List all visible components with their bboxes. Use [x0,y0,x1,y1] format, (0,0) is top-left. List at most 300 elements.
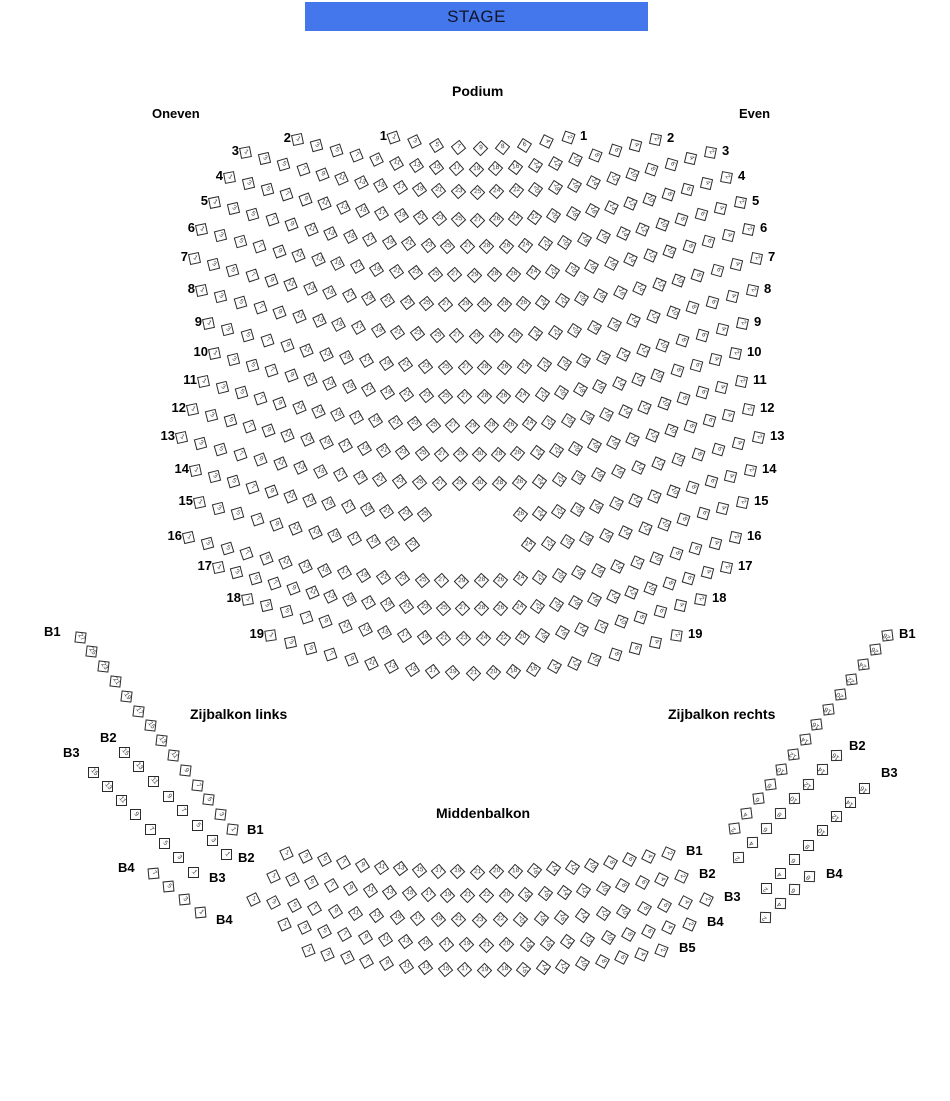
seat[interactable] [631,461,646,476]
seat[interactable] [390,325,405,340]
seat[interactable] [369,152,384,167]
seat[interactable] [212,502,225,515]
seat[interactable] [298,192,312,206]
seat[interactable] [499,937,515,953]
seat[interactable] [745,283,758,296]
seat[interactable] [337,565,352,580]
seat[interactable] [398,958,413,973]
seat[interactable] [549,443,564,458]
seat[interactable] [438,936,454,952]
seat[interactable] [567,323,582,338]
seat[interactable] [305,585,320,600]
seat[interactable] [163,880,175,892]
seat[interactable] [584,259,599,274]
seat[interactable] [532,506,547,521]
seat[interactable] [546,208,561,223]
seat[interactable] [241,329,255,343]
seat[interactable] [235,386,249,400]
seat[interactable] [369,908,384,923]
seat[interactable] [273,457,287,471]
seat[interactable] [670,629,682,641]
seat[interactable] [677,512,691,526]
seat[interactable] [254,391,268,405]
seat[interactable] [587,320,602,335]
seat[interactable] [548,325,563,340]
seat[interactable] [496,297,512,313]
seat[interactable] [376,443,391,458]
seat[interactable] [655,218,669,232]
seat[interactable] [525,265,540,280]
seat[interactable] [239,146,252,159]
seat[interactable] [625,167,639,181]
seat[interactable] [133,761,144,772]
seat[interactable] [245,268,259,282]
seat[interactable] [676,391,690,405]
seat[interactable] [696,386,710,400]
seat[interactable] [412,182,427,197]
seat[interactable] [418,935,433,950]
seat[interactable] [729,823,741,835]
seat[interactable] [277,917,292,932]
seat[interactable] [214,808,226,820]
seat[interactable] [385,536,400,551]
seat[interactable] [635,875,650,890]
seat[interactable] [731,437,744,450]
seat[interactable] [398,506,413,521]
seat[interactable] [696,329,710,343]
seat[interactable] [303,282,318,297]
seat[interactable] [516,296,531,311]
seat[interactable] [507,863,523,879]
seat[interactable] [347,531,362,546]
seat[interactable] [537,236,552,251]
seat[interactable] [366,534,381,549]
seat[interactable] [621,927,636,942]
seat[interactable] [457,389,473,405]
seat[interactable] [201,536,214,549]
seat[interactable] [194,283,207,296]
seat[interactable] [576,353,591,368]
seat[interactable] [425,664,440,679]
seat[interactable] [272,244,286,258]
seat[interactable] [230,566,243,579]
seat[interactable] [432,476,448,492]
seat[interactable] [298,849,313,864]
seat[interactable] [455,601,471,617]
seat[interactable] [300,343,314,357]
seat[interactable] [643,249,657,263]
seat[interactable] [686,480,700,494]
seat[interactable] [760,911,771,922]
seat[interactable] [651,457,665,471]
seat[interactable] [593,288,608,303]
seat[interactable] [596,350,611,365]
seat[interactable] [626,432,641,447]
seat[interactable] [458,297,474,313]
seat[interactable] [246,358,260,372]
seat[interactable] [730,258,743,271]
seat[interactable] [389,909,404,924]
seat[interactable] [530,598,545,613]
seat[interactable] [881,629,893,641]
seat[interactable] [608,144,622,158]
seat[interactable] [616,347,631,362]
seat[interactable] [488,328,504,344]
seat[interactable] [517,138,532,153]
seat[interactable] [412,475,427,490]
seat[interactable] [286,581,300,595]
seat[interactable] [260,334,274,348]
seat[interactable] [734,374,747,387]
seat[interactable] [374,206,389,221]
seat[interactable] [705,475,719,489]
seat[interactable] [469,864,485,880]
seat[interactable] [634,947,649,962]
seat[interactable] [587,438,602,453]
seat[interactable] [720,171,733,184]
seat[interactable] [330,407,345,422]
seat[interactable] [764,778,776,790]
seat[interactable] [378,932,393,947]
seat[interactable] [398,357,413,372]
seat[interactable] [221,323,234,336]
seat[interactable] [722,408,735,421]
seat[interactable] [240,547,254,561]
seat[interactable] [618,404,633,419]
seat[interactable] [554,384,569,399]
seat[interactable] [278,556,293,571]
seat[interactable] [311,253,326,268]
seat[interactable] [486,665,502,681]
seat[interactable] [632,282,647,297]
seat[interactable] [540,536,555,551]
seat[interactable] [202,317,215,330]
seat[interactable] [476,631,492,647]
seat[interactable] [410,326,425,341]
seat[interactable] [479,937,495,953]
seat[interactable] [570,502,585,517]
seat[interactable] [493,572,509,588]
seat[interactable] [510,446,525,461]
seat[interactable] [560,413,575,428]
seat[interactable] [650,551,664,565]
seat[interactable] [686,301,700,315]
seat[interactable] [497,360,513,376]
seat[interactable] [681,182,695,196]
seat[interactable] [513,507,528,522]
seat[interactable] [649,133,662,146]
seat[interactable] [468,161,484,177]
seat[interactable] [86,646,98,658]
seat[interactable] [378,355,393,370]
seat[interactable] [529,445,544,460]
seat[interactable] [419,296,434,311]
seat[interactable] [592,379,607,394]
seat[interactable] [642,849,657,864]
seat[interactable] [486,267,502,283]
seat[interactable] [280,339,294,353]
seat[interactable] [324,878,339,893]
seat[interactable] [421,238,436,253]
seat[interactable] [669,547,683,561]
seat[interactable] [431,912,447,928]
seat[interactable] [410,911,425,926]
seat[interactable] [304,222,318,236]
seat[interactable] [452,476,468,492]
seat[interactable] [652,278,666,292]
seat[interactable] [163,791,174,802]
seat[interactable] [438,297,454,313]
seat[interactable] [498,239,514,255]
seat[interactable] [264,629,276,641]
seat[interactable] [207,258,220,271]
seat[interactable] [517,359,532,374]
seat[interactable] [508,327,523,342]
seat[interactable] [627,314,642,329]
seat[interactable] [448,161,464,177]
seat[interactable] [258,152,271,165]
seat[interactable] [488,161,504,177]
seat[interactable] [630,556,645,571]
seat[interactable] [440,888,456,904]
seat[interactable] [384,659,399,674]
seat[interactable] [743,463,756,476]
seat[interactable] [185,402,198,415]
seat[interactable] [623,253,638,268]
seat[interactable] [606,171,621,186]
seat[interactable] [177,805,188,816]
seat[interactable] [846,674,858,686]
seat[interactable] [167,749,179,761]
seat[interactable] [418,359,433,374]
seat[interactable] [450,864,466,880]
seat[interactable] [551,504,566,519]
seat[interactable] [289,521,303,535]
seat[interactable] [357,441,372,456]
seat[interactable] [457,360,473,376]
seat[interactable] [412,210,427,225]
seat[interactable] [787,748,799,760]
seat[interactable] [395,571,410,586]
seat[interactable] [285,218,299,232]
seat[interactable] [532,570,547,585]
seat[interactable] [331,317,346,332]
seat[interactable] [629,642,642,655]
seat[interactable] [657,898,672,913]
seat[interactable] [415,572,431,588]
seat[interactable] [674,869,689,884]
seat[interactable] [728,530,741,543]
seat[interactable] [336,200,351,215]
seat[interactable] [438,389,454,405]
seat[interactable] [702,234,716,248]
seat[interactable] [565,860,580,875]
seat[interactable] [526,662,541,677]
seat[interactable] [511,600,526,615]
seat[interactable] [509,183,524,198]
seat[interactable] [734,196,747,209]
seat[interactable] [557,885,572,900]
seat[interactable] [308,525,323,540]
seat[interactable] [691,447,705,461]
seat[interactable] [706,295,720,309]
seat[interactable] [571,470,586,485]
seat[interactable] [541,415,556,430]
seat[interactable] [387,415,402,430]
seat[interactable] [822,703,834,715]
seat[interactable] [368,413,383,428]
seat[interactable] [495,631,511,647]
seat[interactable] [317,852,332,867]
seat[interactable] [676,334,690,348]
seat[interactable] [322,376,337,391]
seat[interactable] [284,278,298,292]
seat[interactable] [373,178,388,193]
seat[interactable] [301,943,315,957]
seat[interactable] [433,447,449,463]
seat[interactable] [342,379,357,394]
seat[interactable] [560,934,575,949]
seat[interactable] [227,202,240,215]
seat[interactable] [599,528,614,543]
seat[interactable] [476,389,492,405]
seat[interactable] [732,852,743,863]
seat[interactable] [429,160,444,175]
seat[interactable] [539,134,554,149]
seat[interactable] [616,904,631,919]
seat[interactable] [223,171,236,184]
seat[interactable] [711,442,725,456]
seat[interactable] [568,441,583,456]
seat[interactable] [561,130,575,144]
seat[interactable] [377,625,392,640]
seat[interactable] [716,502,729,515]
seat[interactable] [518,887,534,903]
seat[interactable] [470,212,486,228]
seat[interactable] [445,418,461,434]
seat[interactable] [735,495,748,508]
seat[interactable] [398,934,413,949]
seat[interactable] [609,496,624,511]
seat[interactable] [549,597,564,612]
seat[interactable] [700,177,713,190]
seat[interactable] [436,601,452,617]
seat[interactable] [522,416,537,431]
seat[interactable] [684,419,698,433]
seat[interactable] [684,152,697,165]
seat[interactable] [724,469,737,482]
seat[interactable] [456,631,472,647]
seat[interactable] [614,615,628,629]
seat[interactable] [174,430,187,443]
seat[interactable] [203,794,215,806]
seat[interactable] [284,636,297,649]
seat[interactable] [264,485,278,499]
seat[interactable] [749,251,762,264]
seat[interactable] [554,909,569,924]
seat[interactable] [412,863,427,878]
seat[interactable] [575,956,590,971]
seat[interactable] [192,495,205,508]
seat[interactable] [279,188,293,202]
seat[interactable] [451,912,467,928]
seat[interactable] [266,869,281,884]
seat[interactable] [719,560,732,573]
seat[interactable] [214,442,228,456]
seat[interactable] [426,417,441,432]
seat[interactable] [338,619,353,634]
seat[interactable] [534,911,549,926]
seat[interactable] [645,428,659,442]
seat[interactable] [148,776,159,787]
seat[interactable] [291,249,305,263]
seat[interactable] [472,912,488,928]
seat[interactable] [663,577,677,591]
seat[interactable] [528,326,543,341]
seat[interactable] [646,310,660,324]
seat[interactable] [187,251,200,264]
seat[interactable] [317,563,332,578]
seat[interactable] [568,152,583,167]
seat[interactable] [194,437,207,450]
seat[interactable] [361,291,376,306]
seat[interactable] [495,140,510,155]
seat[interactable] [588,652,602,666]
seat[interactable] [226,263,240,277]
seat[interactable] [241,593,254,606]
seat[interactable] [516,961,531,976]
seat[interactable] [144,720,156,732]
seat[interactable] [515,388,530,403]
seat[interactable] [614,950,629,965]
seat[interactable] [555,958,570,973]
seat[interactable] [469,328,485,344]
seat[interactable] [664,424,678,438]
seat[interactable] [760,822,771,833]
seat[interactable] [647,489,661,503]
seat[interactable] [181,530,194,543]
seat[interactable] [156,734,168,746]
seat[interactable] [611,464,626,479]
seat[interactable] [704,146,717,159]
seat[interactable] [596,881,611,896]
seat[interactable] [429,138,444,153]
seat[interactable] [565,262,580,277]
seat[interactable] [512,571,527,586]
seat[interactable] [361,382,376,397]
seat[interactable] [830,811,841,822]
seat[interactable] [519,936,535,952]
seat[interactable] [220,542,234,556]
seat[interactable] [527,210,542,225]
seat[interactable] [774,898,785,909]
seat[interactable] [341,499,356,514]
seat[interactable] [293,461,308,476]
seat[interactable] [567,178,582,193]
seat[interactable] [336,855,351,870]
seat[interactable] [207,469,220,482]
seat[interactable] [483,418,499,434]
seat[interactable] [556,355,571,370]
seat[interactable] [604,200,619,215]
seat[interactable] [788,854,799,865]
seat[interactable] [380,597,395,612]
seat[interactable] [645,163,659,177]
seat[interactable] [584,858,599,873]
seat[interactable] [297,921,312,936]
seat[interactable] [788,793,799,804]
seat[interactable] [642,192,656,206]
